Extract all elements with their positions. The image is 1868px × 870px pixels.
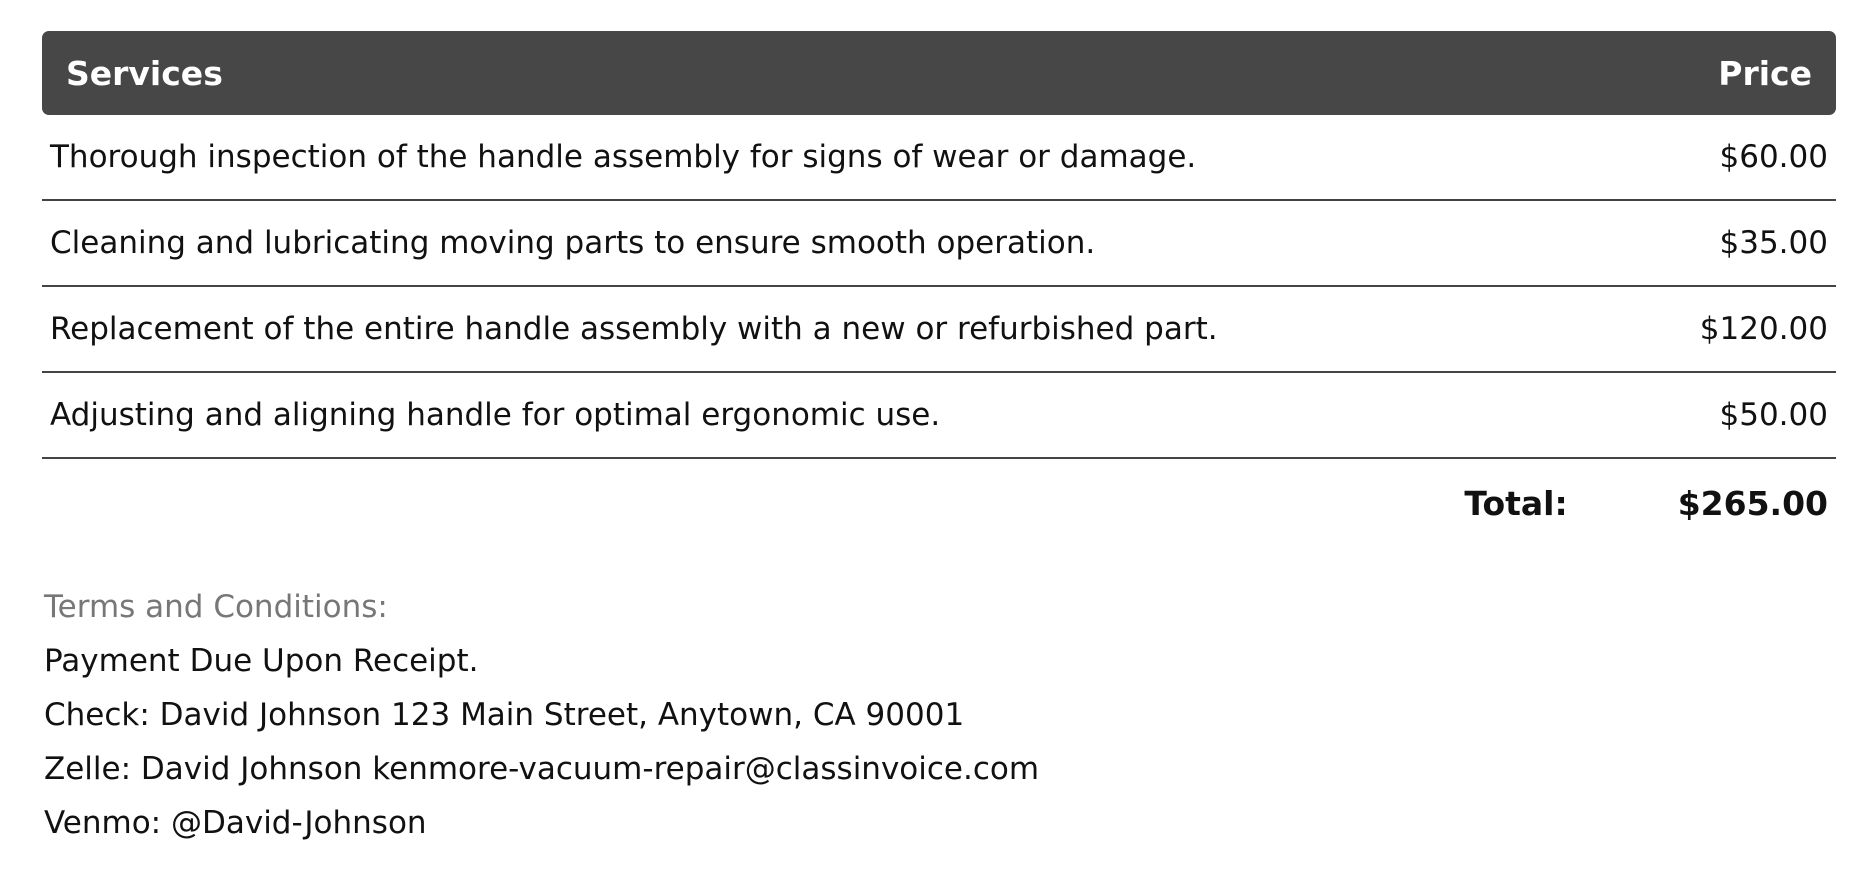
table-row: [42, 115, 1836, 201]
payment-due-line: Payment Due Upon Receipt.: [44, 643, 479, 679]
services-column-header: Services: [66, 53, 223, 93]
table-row: [42, 201, 1836, 287]
check-payment-line: Check: David Johnson 123 Main Street, Anytown, CA 90001: [44, 697, 965, 733]
service-price: $50.00: [1719, 397, 1828, 433]
table-row: [42, 287, 1836, 373]
service-description: Cleaning and lubricating moving parts to ensure smooth operation.: [50, 225, 1096, 261]
service-description: Adjusting and aligning handle for optimal ergonomic use.: [50, 397, 941, 433]
terms-heading: Terms and Conditions:: [44, 589, 388, 625]
service-description: Thorough inspection of the handle assembly for signs of wear or damage.: [50, 139, 1197, 175]
total-row: [42, 459, 1836, 547]
price-column-header: Price: [1718, 53, 1812, 93]
total-value: $265.00: [1677, 483, 1828, 523]
service-description: Replacement of the entire handle assembly with a new or refurbished part.: [50, 311, 1218, 347]
zelle-payment-line: Zelle: David Johnson kenmore-vacuum-repair@classinvoice.com: [44, 751, 1040, 787]
service-price: $120.00: [1699, 311, 1828, 347]
table-row: [42, 373, 1836, 459]
terms-section: [44, 580, 1444, 850]
venmo-payment-line: Venmo: @David-Johnson: [44, 805, 427, 841]
table-header: [42, 31, 1836, 115]
service-price: $35.00: [1719, 225, 1828, 261]
total-label: Total:: [1464, 483, 1568, 523]
services-table: [42, 31, 1836, 547]
service-price: $60.00: [1719, 139, 1828, 175]
